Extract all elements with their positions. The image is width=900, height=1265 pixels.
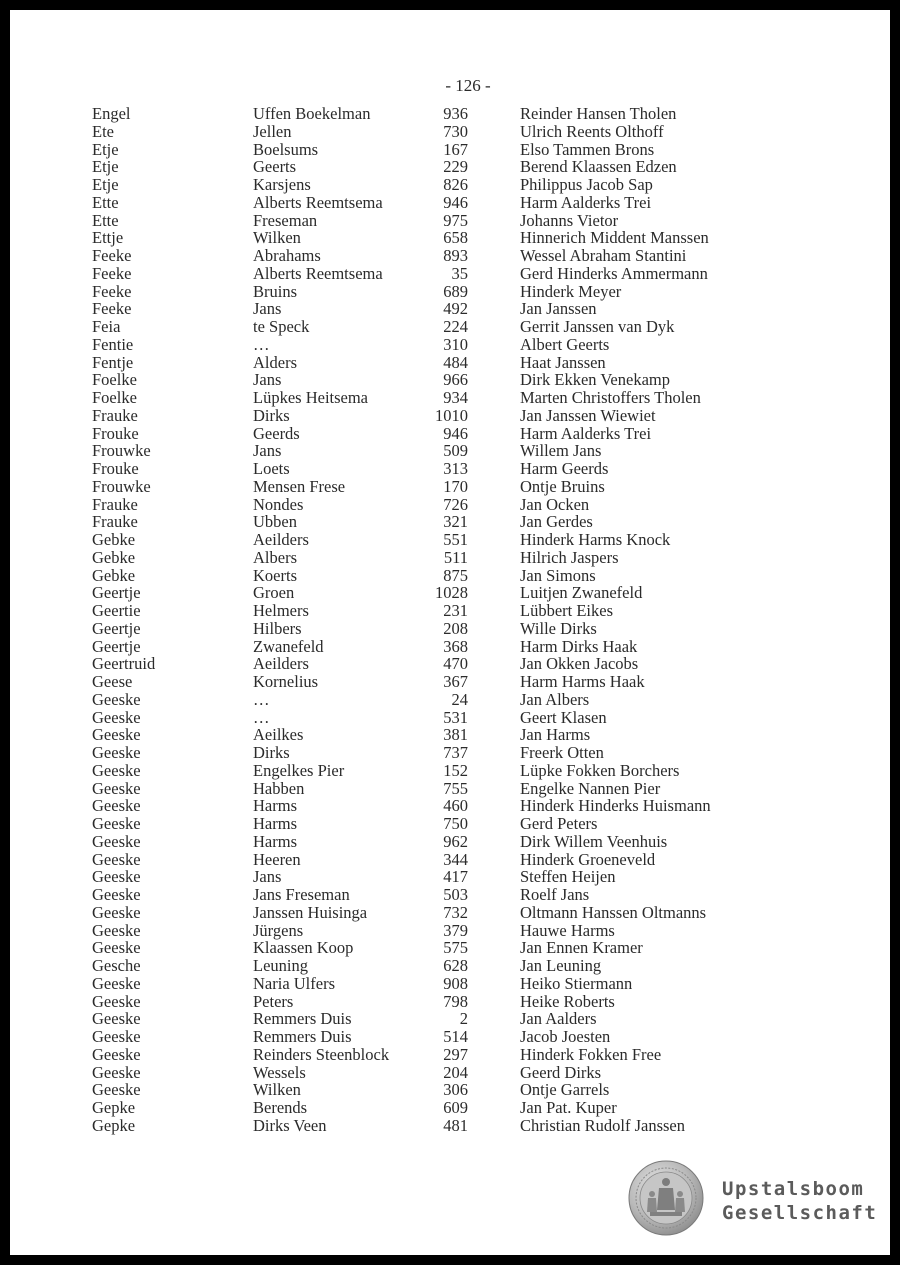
family-name: Peters (253, 991, 294, 1011)
spouse-name: Hinderk Fokken Free (520, 1044, 662, 1064)
entry-number: 658 (443, 228, 468, 248)
spouse-name: Jan Ennen Kramer (520, 938, 643, 958)
given-name: Etje (92, 175, 119, 194)
family-name: Habben (253, 778, 305, 798)
spouse-name: Steffen Heijen (520, 867, 616, 887)
given-name: Ette (92, 192, 119, 212)
family-name: Koerts (253, 565, 297, 585)
given-name: Geeske (92, 867, 141, 887)
family-name: te Speck (253, 317, 310, 336)
given-name: Geeske (92, 814, 141, 833)
spouse-name: Jan Aalders (520, 1009, 597, 1029)
spouse-name: Engelke Nannen Pier (520, 778, 661, 798)
family-name: Alberts Reemtsema (253, 192, 383, 212)
entry-number: 509 (443, 441, 468, 461)
given-name: Fentje (92, 352, 134, 372)
given-name: Geese (92, 672, 133, 691)
spouse-name: Luitjen Zwanefeld (520, 583, 643, 603)
spouse-name: Ulrich Reents Olthoff (520, 121, 664, 141)
upstalsboom-logo (628, 1160, 878, 1236)
given-name: Geeske (92, 778, 141, 798)
entry-number: 492 (443, 299, 468, 319)
given-name: Frouke (92, 459, 139, 478)
family-name: Jellen (253, 121, 292, 141)
given-name: Frouke (92, 423, 139, 443)
entry-number: 460 (443, 796, 468, 816)
spouse-name: Jan Okken Jacobs (520, 654, 639, 674)
entry-number: 628 (443, 956, 468, 975)
given-name: Gesche (92, 956, 141, 975)
given-name: Foelke (92, 388, 137, 407)
entry-number: 170 (443, 476, 468, 496)
given-name: Geeske (92, 902, 141, 922)
given-name: Geeske (92, 938, 141, 958)
spouse-name: Jan Leuning (520, 956, 602, 975)
spouse-name: Haat Janssen (520, 352, 606, 372)
spouse-name: Jan Pat. Kuper (520, 1098, 617, 1117)
spouse-name: Freerk Otten (520, 743, 604, 762)
family-name: Naria Ulfers (253, 973, 336, 993)
given-name: Engel (92, 104, 131, 123)
entry-number: 755 (443, 778, 468, 798)
spouse-name: Hinnerich Middent Manssen (520, 228, 709, 248)
family-name: Remmers Duis (253, 1027, 352, 1046)
entry-number: 1028 (435, 583, 468, 603)
spouse-name: Christian Rudolf Janssen (520, 1115, 685, 1135)
spouse-name: Albert Geerts (520, 334, 610, 354)
spouse-name: Gerd Peters (520, 814, 598, 833)
family-name: Aeilkes (253, 725, 304, 745)
family-name: Groen (253, 583, 295, 603)
entry-number: 551 (443, 530, 468, 549)
family-name: Wessels (253, 1062, 306, 1082)
entry-number: 962 (443, 831, 468, 851)
given-name: Geeske (92, 885, 141, 904)
spouse-name: Heiko Stiermann (520, 973, 633, 993)
entry-number: 503 (443, 885, 468, 904)
given-name: Geertje (92, 583, 141, 603)
spouse-name: Lübbert Eikes (520, 601, 614, 620)
given-name: Ettje (92, 228, 124, 248)
spouse-name: Hilrich Jaspers (520, 547, 619, 567)
family-name: … (253, 334, 270, 354)
entry-number: 306 (443, 1080, 468, 1100)
spouse-name: Oltmann Hanssen Oltmanns (520, 902, 707, 922)
spouse-name: Jan Albers (520, 689, 590, 709)
spouse-name: Geerd Dirks (520, 1062, 602, 1082)
entry-number: 934 (443, 388, 468, 407)
document-page (10, 10, 890, 1255)
entry-number: 908 (443, 973, 468, 993)
entry-number: 470 (443, 654, 468, 674)
family-name: Reinders Steenblock (253, 1044, 390, 1064)
family-name: Kornelius (253, 672, 319, 691)
entry-number: 224 (443, 317, 468, 336)
entry-number: 367 (443, 672, 468, 691)
given-name: Gepke (92, 1115, 136, 1135)
family-name: Abrahams (253, 246, 321, 265)
given-name: Feeke (92, 299, 132, 319)
entry-number: 231 (443, 601, 468, 620)
given-name: Frauke (92, 494, 138, 514)
given-name: Gebke (92, 530, 136, 549)
entry-number: 936 (443, 104, 468, 123)
family-name: Harms (253, 796, 297, 816)
given-name: Geertje (92, 636, 141, 656)
family-name: Zwanefeld (253, 636, 324, 656)
spouse-name: Willem Jans (520, 441, 602, 461)
given-name: Geeske (92, 1062, 141, 1082)
spouse-name: Harm Geerds (520, 459, 609, 478)
spouse-name: Reinder Hansen Tholen (520, 104, 677, 123)
entry-number: 24 (451, 689, 468, 709)
given-name: Etje (92, 139, 119, 159)
family-name: Lüpkes Heitsema (253, 388, 369, 407)
spouse-name: Johanns Vietor (520, 210, 619, 230)
spouse-name: Ontje Garrels (520, 1080, 610, 1100)
given-name: Geertje (92, 618, 141, 638)
family-name: Bruins (253, 281, 298, 301)
spouse-name: Ontje Bruins (520, 476, 605, 496)
entry-number: 875 (443, 565, 468, 585)
family-name: Jürgens (253, 920, 304, 940)
family-name: Jans (253, 441, 282, 461)
spouse-name: Jan Janssen (520, 299, 597, 319)
given-name: Geertruid (92, 654, 156, 674)
entry-number: 826 (443, 175, 468, 194)
family-name: Geerds (253, 423, 300, 443)
entry-number: 297 (443, 1044, 468, 1064)
entry-number: 975 (443, 210, 468, 230)
given-name: Ette (92, 210, 119, 230)
seal-icon (628, 1160, 704, 1236)
entry-number: 750 (443, 814, 468, 833)
given-name: Geeske (92, 1009, 141, 1029)
spouse-name: Philippus Jacob Sap (520, 175, 653, 194)
given-name: Gebke (92, 565, 136, 585)
spouse-name: Berend Klaassen Edzen (520, 157, 677, 177)
family-name: Berends (253, 1098, 308, 1117)
given-name: Feeke (92, 281, 132, 301)
spouse-name: Jan Gerdes (520, 512, 593, 532)
spouse-name: Marten Christoffers Tholen (520, 388, 701, 407)
entry-number: 35 (451, 263, 468, 283)
family-name: Karsjens (253, 175, 311, 194)
family-name: Loets (253, 459, 290, 478)
entry-number: 2 (459, 1009, 468, 1029)
entry-number: 152 (443, 760, 468, 780)
family-name: Albers (253, 547, 297, 567)
spouse-name: Dirk Willem Veenhuis (520, 831, 668, 851)
entry-number: 798 (443, 991, 468, 1011)
spouse-name: Hinderk Hinderks Huismann (520, 796, 711, 816)
given-name: Etje (92, 157, 119, 177)
given-name: Feia (92, 317, 121, 336)
family-name: Harms (253, 814, 297, 833)
given-name: Geeske (92, 1080, 141, 1100)
given-name: Gebke (92, 547, 136, 567)
entry-number: 966 (443, 370, 468, 390)
family-name: Alberts Reemtsema (253, 263, 383, 283)
entry-number: 229 (443, 157, 468, 177)
entry-number: 893 (443, 246, 468, 265)
spouse-name: Hinderk Harms Knock (520, 530, 671, 549)
given-name: Geeske (92, 760, 141, 780)
entry-number: 481 (443, 1115, 468, 1135)
logo-text-line-1: Upstalsboom (722, 1178, 865, 1200)
spouse-name: Geert Klasen (520, 707, 607, 727)
spouse-name: Jan Simons (520, 565, 596, 585)
spouse-name: Elso Tammen Brons (520, 139, 655, 159)
spouse-name: Gerd Hinderks Ammermann (520, 263, 708, 283)
entry-number: 379 (443, 920, 468, 940)
family-name: Jans (253, 867, 282, 887)
given-name: Feeke (92, 246, 132, 265)
given-name: Geeske (92, 725, 141, 745)
family-name: Aeilders (253, 654, 309, 674)
entry-number: 946 (443, 192, 468, 212)
page-number: - 126 - (445, 76, 491, 95)
given-name: Feeke (92, 263, 132, 283)
entry-number: 946 (443, 423, 468, 443)
spouse-name: Jacob Joesten (520, 1027, 611, 1046)
entry-number: 381 (443, 725, 468, 745)
spouse-name: Dirk Ekken Venekamp (520, 370, 670, 390)
entry-number: 511 (443, 547, 468, 567)
entry-number: 208 (443, 618, 468, 638)
given-name: Frouwke (92, 441, 151, 461)
spouse-name: Wessel Abraham Stantini (520, 246, 687, 265)
given-name: Frauke (92, 512, 138, 532)
family-name: … (253, 689, 270, 709)
family-name: Wilken (253, 1080, 301, 1100)
family-name: Heeren (253, 849, 301, 869)
family-name: Boelsums (253, 139, 319, 159)
family-name: Nondes (253, 494, 304, 514)
spouse-name: Harm Harms Haak (520, 672, 645, 691)
entry-number: 313 (443, 459, 468, 478)
given-name: Geeske (92, 831, 141, 851)
spouse-name: Harm Aalderks Trei (520, 423, 652, 443)
entry-number: 730 (443, 121, 468, 141)
family-name: Alders (253, 352, 297, 372)
given-name: Geeske (92, 920, 141, 940)
spouse-name: Hinderk Meyer (520, 281, 622, 301)
given-name: Foelke (92, 370, 137, 390)
family-name: Hilbers (253, 618, 302, 638)
family-name: Geerts (253, 157, 297, 177)
given-name: Geeske (92, 707, 141, 727)
entry-number: 575 (443, 938, 468, 958)
entry-number: 531 (443, 707, 468, 727)
given-name: Geeske (92, 1027, 141, 1046)
family-name: Engelkes Pier (253, 760, 345, 780)
family-name: Jans (253, 370, 282, 390)
entry-number: 167 (443, 139, 468, 159)
family-name: Leuning (253, 956, 308, 975)
given-name: Geeske (92, 991, 141, 1011)
family-name: Jans (253, 299, 282, 319)
given-name: Geeske (92, 796, 141, 816)
family-name: … (253, 707, 270, 727)
spouse-name: Roelf Jans (520, 885, 590, 904)
family-name: Jans Freseman (253, 885, 350, 904)
family-name: Klaassen Koop (253, 938, 354, 958)
given-name: Geeske (92, 1044, 141, 1064)
entry-number: 310 (443, 334, 468, 354)
entry-number: 484 (443, 352, 468, 372)
spouse-name: Jan Janssen Wiewiet (520, 405, 656, 425)
entry-number: 344 (443, 849, 468, 869)
given-name: Gepke (92, 1098, 136, 1117)
given-name: Fentie (92, 334, 134, 354)
family-name: Uffen Boekelman (253, 104, 371, 123)
spouse-name: Wille Dirks (520, 618, 597, 638)
entry-number: 514 (443, 1027, 468, 1046)
entry-number: 321 (443, 512, 468, 532)
family-name: Remmers Duis (253, 1009, 352, 1029)
given-name: Frauke (92, 405, 138, 425)
family-name: Wilken (253, 228, 301, 248)
given-name: Frouwke (92, 476, 151, 496)
family-name: Mensen Frese (253, 476, 346, 496)
given-name: Geeske (92, 689, 141, 709)
entry-number: 1010 (435, 405, 468, 425)
entry-number: 732 (443, 902, 468, 922)
spouse-name: Gerrit Janssen van Dyk (520, 317, 675, 336)
family-name: Ubben (253, 512, 297, 532)
given-name: Geertie (92, 601, 141, 620)
spouse-name: Jan Harms (520, 725, 591, 745)
family-name: Dirks (253, 743, 290, 762)
spouse-name: Harm Dirks Haak (520, 636, 638, 656)
family-name: Janssen Huisinga (253, 902, 368, 922)
spouse-name: Harm Aalderks Trei (520, 192, 652, 212)
family-name: Dirks Veen (253, 1115, 327, 1135)
entry-number: 368 (443, 636, 468, 656)
spouse-name: Heike Roberts (520, 991, 615, 1011)
entry-number: 689 (443, 281, 468, 301)
entry-number: 204 (443, 1062, 468, 1082)
given-name: Geeske (92, 849, 141, 869)
entry-number: 609 (443, 1098, 468, 1117)
spouse-name: Hauwe Harms (520, 920, 615, 940)
spouse-name: Hinderk Groeneveld (520, 849, 656, 869)
family-name: Helmers (253, 601, 309, 620)
spouse-name: Jan Ocken (520, 494, 590, 514)
entry-number: 737 (443, 743, 468, 762)
spouse-name: Lüpke Fokken Borchers (520, 760, 680, 780)
family-name: Aeilders (253, 530, 309, 549)
entry-number: 417 (443, 867, 468, 887)
given-name: Geeske (92, 743, 141, 762)
family-name: Dirks (253, 405, 290, 425)
given-name: Ete (92, 121, 114, 141)
family-name: Freseman (253, 210, 318, 230)
given-name: Geeske (92, 973, 141, 993)
entry-number: 726 (443, 494, 468, 514)
family-name: Harms (253, 831, 297, 851)
logo-text-line-2: Gesellschaft (722, 1202, 878, 1224)
